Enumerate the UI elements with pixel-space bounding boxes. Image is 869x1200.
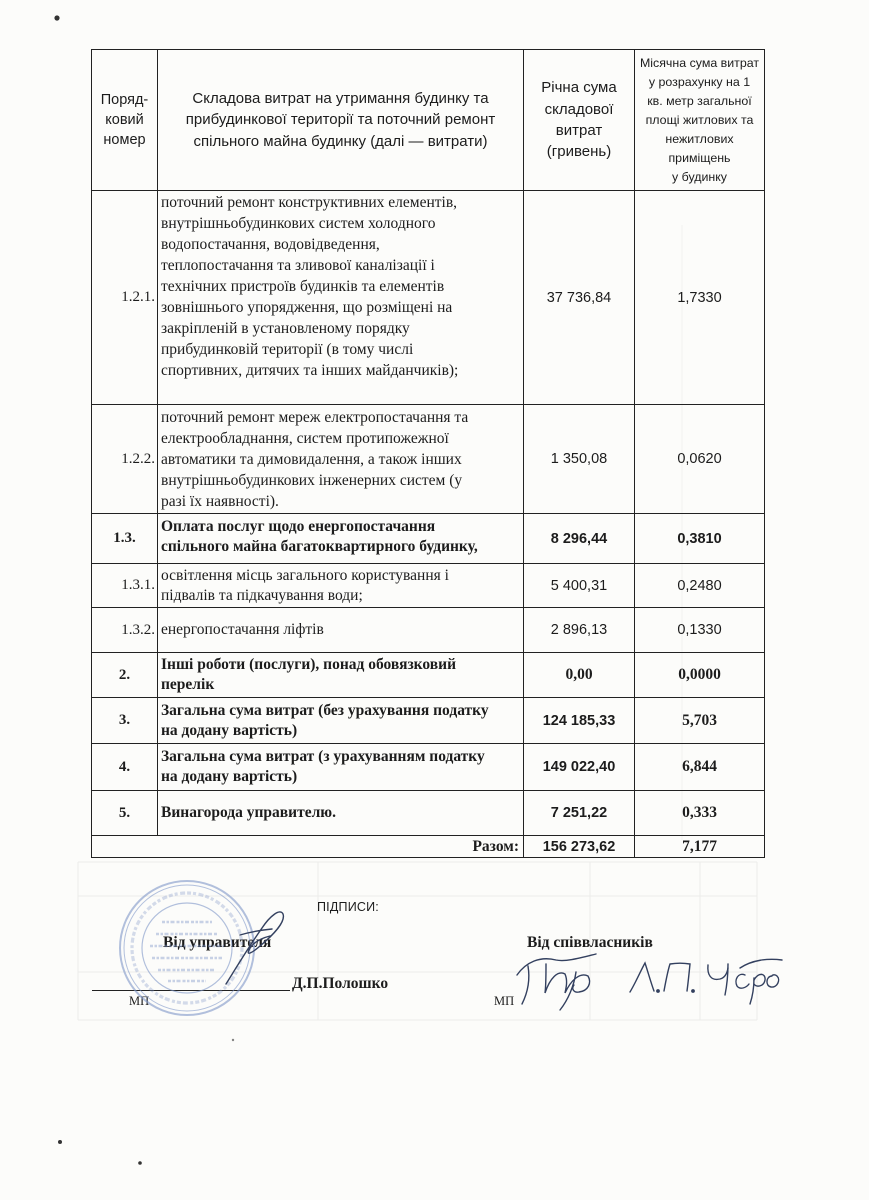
row-annual-sum: 149 022,40: [524, 744, 635, 791]
row-description: поточний ремонт конструктивних елементів, внутрішньобудинкових систем холодного водопостачання, водовідведення, теплопостачання та зливової каналізації і технічних пристроїв будинків та елементів зовнішнього упорядження, що розміщені на закріпленій в установленому порядку прибудинковій території (в тому числі спортивних, дитячих та інших майданчиків);: [158, 191, 524, 405]
row-annual-sum: 37 736,84: [524, 191, 635, 405]
row-description: Загальна сума витрат (без урахування податку на додану вартість): [158, 698, 524, 744]
table-row: [92, 698, 765, 744]
table-header-row: [92, 50, 765, 191]
total-annual-sum: 156 273,62: [524, 836, 635, 858]
signatures-title: ПІДПИСИ:: [317, 900, 379, 914]
cost-table: [91, 49, 765, 858]
row-annual-sum: 7 251,22: [524, 791, 635, 836]
total-label: Разом:: [92, 836, 524, 858]
row-description: Винагорода управителю.: [158, 791, 524, 836]
row-monthly-sum: 5,703: [635, 698, 765, 744]
row-monthly-sum: 1,7330: [635, 191, 765, 405]
row-monthly-sum: 0,1330: [635, 608, 765, 653]
owners-seal-mark: МП: [494, 994, 515, 1008]
row-annual-sum: 0,00: [524, 653, 635, 698]
table-row: [92, 405, 765, 514]
table-row: [92, 791, 765, 836]
row-monthly-sum: 6,844: [635, 744, 765, 791]
row-number: 3.: [92, 698, 158, 744]
row-number: 1.3.1.: [92, 564, 158, 608]
row-annual-sum: 1 350,08: [524, 405, 635, 514]
row-monthly-sum: 0,0000: [635, 653, 765, 698]
total-row: [92, 836, 765, 858]
row-number: 1.3.2.: [92, 608, 158, 653]
row-description: поточний ремонт мереж електропостачання та електрообладнання, систем протипожежної автоматики та димовидалення, а також інших внутрішньобудинкових інженерних систем (у разі їх наявності).: [158, 405, 524, 514]
table-row: [92, 608, 765, 653]
table-row: [92, 514, 765, 564]
row-number: 1.2.1.: [92, 191, 158, 405]
row-description: освітлення місць загального користування і підвалів та підкачування води;: [158, 564, 524, 608]
table-row: [92, 191, 765, 405]
header-component: Складова витрат на утримання будинку та прибудинкової території та поточний ремонт спільного майна будинку (далі — витрати): [158, 50, 524, 191]
header-number: Поряд- ковий номер: [92, 50, 158, 191]
row-monthly-sum: 0,333: [635, 791, 765, 836]
manager-signature-line: [92, 990, 290, 991]
row-monthly-sum: 0,3810: [635, 514, 765, 564]
manager-label: Від управителя: [163, 934, 272, 951]
table-row: [92, 564, 765, 608]
row-number: 1.3.: [92, 514, 158, 564]
row-number: 1.2.2.: [92, 405, 158, 514]
row-annual-sum: 124 185,33: [524, 698, 635, 744]
table-row: [92, 653, 765, 698]
manager-seal-mark: МП: [129, 994, 150, 1008]
header-annual: Річна сума складової витрат (гривень): [524, 50, 635, 191]
row-number: 4.: [92, 744, 158, 791]
row-description: Оплата послуг щодо енергопостачання спільного майна багатоквартирного будинку,: [158, 514, 524, 564]
row-number: 2.: [92, 653, 158, 698]
row-number: 5.: [92, 791, 158, 836]
table-row: [92, 744, 765, 791]
manager-name: Д.П.Полошко: [292, 975, 389, 992]
row-monthly-sum: 0,0620: [635, 405, 765, 514]
row-annual-sum: 5 400,31: [524, 564, 635, 608]
total-monthly-sum: 7,177: [635, 836, 765, 858]
row-annual-sum: 8 296,44: [524, 514, 635, 564]
row-description: Інші роботи (послуги), понад обовязковий перелік: [158, 653, 524, 698]
owners-label: Від співвласників: [527, 934, 653, 951]
header-monthly: Місячна сума витрат у розрахунку на 1 кв. метр загальної площі житлових та нежитлових приміщень у будинку: [635, 50, 765, 191]
owners-signature: [517, 954, 782, 1010]
row-description: Загальна сума витрат (з урахуванням податку на додану вартість): [158, 744, 524, 791]
row-description: енергопостачання ліфтів: [158, 608, 524, 653]
row-annual-sum: 2 896,13: [524, 608, 635, 653]
row-monthly-sum: 0,2480: [635, 564, 765, 608]
